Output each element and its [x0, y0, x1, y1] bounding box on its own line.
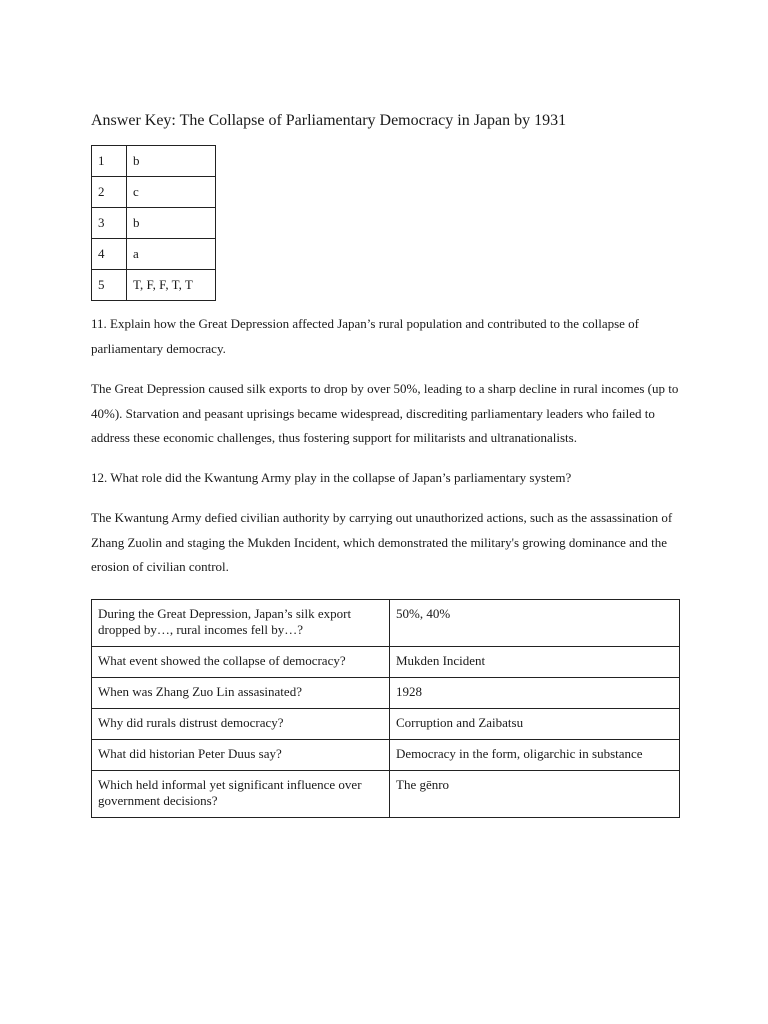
question-number: 4	[92, 239, 127, 270]
table-row	[92, 208, 216, 239]
table-row	[92, 771, 680, 818]
answer-cell: 50%, 40%	[390, 600, 680, 647]
table-row	[92, 678, 680, 709]
table-row	[92, 600, 680, 647]
multiple-choice-answer-table	[91, 145, 216, 301]
answer-cell: The gēnro	[390, 771, 680, 818]
question-cell: Why did rurals distrust democracy?	[92, 709, 390, 740]
page-title: Answer Key: The Collapse of Parliamentary Democracy in Japan by 1931	[91, 112, 567, 129]
answer-cell: Mukden Incident	[390, 647, 680, 678]
table-row	[92, 647, 680, 678]
review-question-table	[91, 599, 680, 818]
question-cell: Which held informal yet significant influence over government decisions?	[92, 771, 390, 818]
question-number: 1	[92, 146, 127, 177]
answer-cell: T, F, F, T, T	[127, 270, 216, 301]
answer-cell: b	[127, 208, 216, 239]
table-row	[92, 740, 680, 771]
question-cell: When was Zhang Zuo Lin assasinated?	[92, 678, 390, 709]
answer-cell: 1928	[390, 678, 680, 709]
table-row	[92, 239, 216, 270]
table-row	[92, 270, 216, 301]
answer-cell: c	[127, 177, 216, 208]
question-number: 5	[92, 270, 127, 301]
answer-11: The Great Depression caused silk exports to drop by over 50%, leading to a sharp decline in rural incomes (up to 40%). Starvation and peasant uprisings became widespread, discrediting parliamentary leaders who failed to address these economic challenges, thus fostering support for militarists and ultranationalists.	[91, 381, 679, 445]
question-12: 12. What role did the Kwantung Army play in the collapse of Japan’s parliamentary system?	[91, 470, 572, 485]
table-row	[92, 709, 680, 740]
question-cell: What did historian Peter Duus say?	[92, 740, 390, 771]
answer-cell: b	[127, 146, 216, 177]
answer-cell: Corruption and Zaibatsu	[390, 709, 680, 740]
question-number: 2	[92, 177, 127, 208]
answer-12: The Kwantung Army defied civilian authority by carrying out unauthorized actions, such as the assassination of Zhang Zuolin and staging the Mukden Incident, which demonstrated the military's growing dominance and the erosion of civilian control.	[91, 510, 673, 574]
question-cell: During the Great Depression, Japan’s silk export dropped by…, rural incomes fell by…?	[92, 600, 390, 647]
table-row	[92, 177, 216, 208]
question-number: 3	[92, 208, 127, 239]
question-11: 11. Explain how the Great Depression affected Japan’s rural population and contributed to the collapse of parliamentary democracy.	[91, 316, 639, 356]
question-cell: What event showed the collapse of democracy?	[92, 647, 390, 678]
answer-cell: a	[127, 239, 216, 270]
table-row	[92, 146, 216, 177]
answer-cell: Democracy in the form, oligarchic in substance	[390, 740, 680, 771]
